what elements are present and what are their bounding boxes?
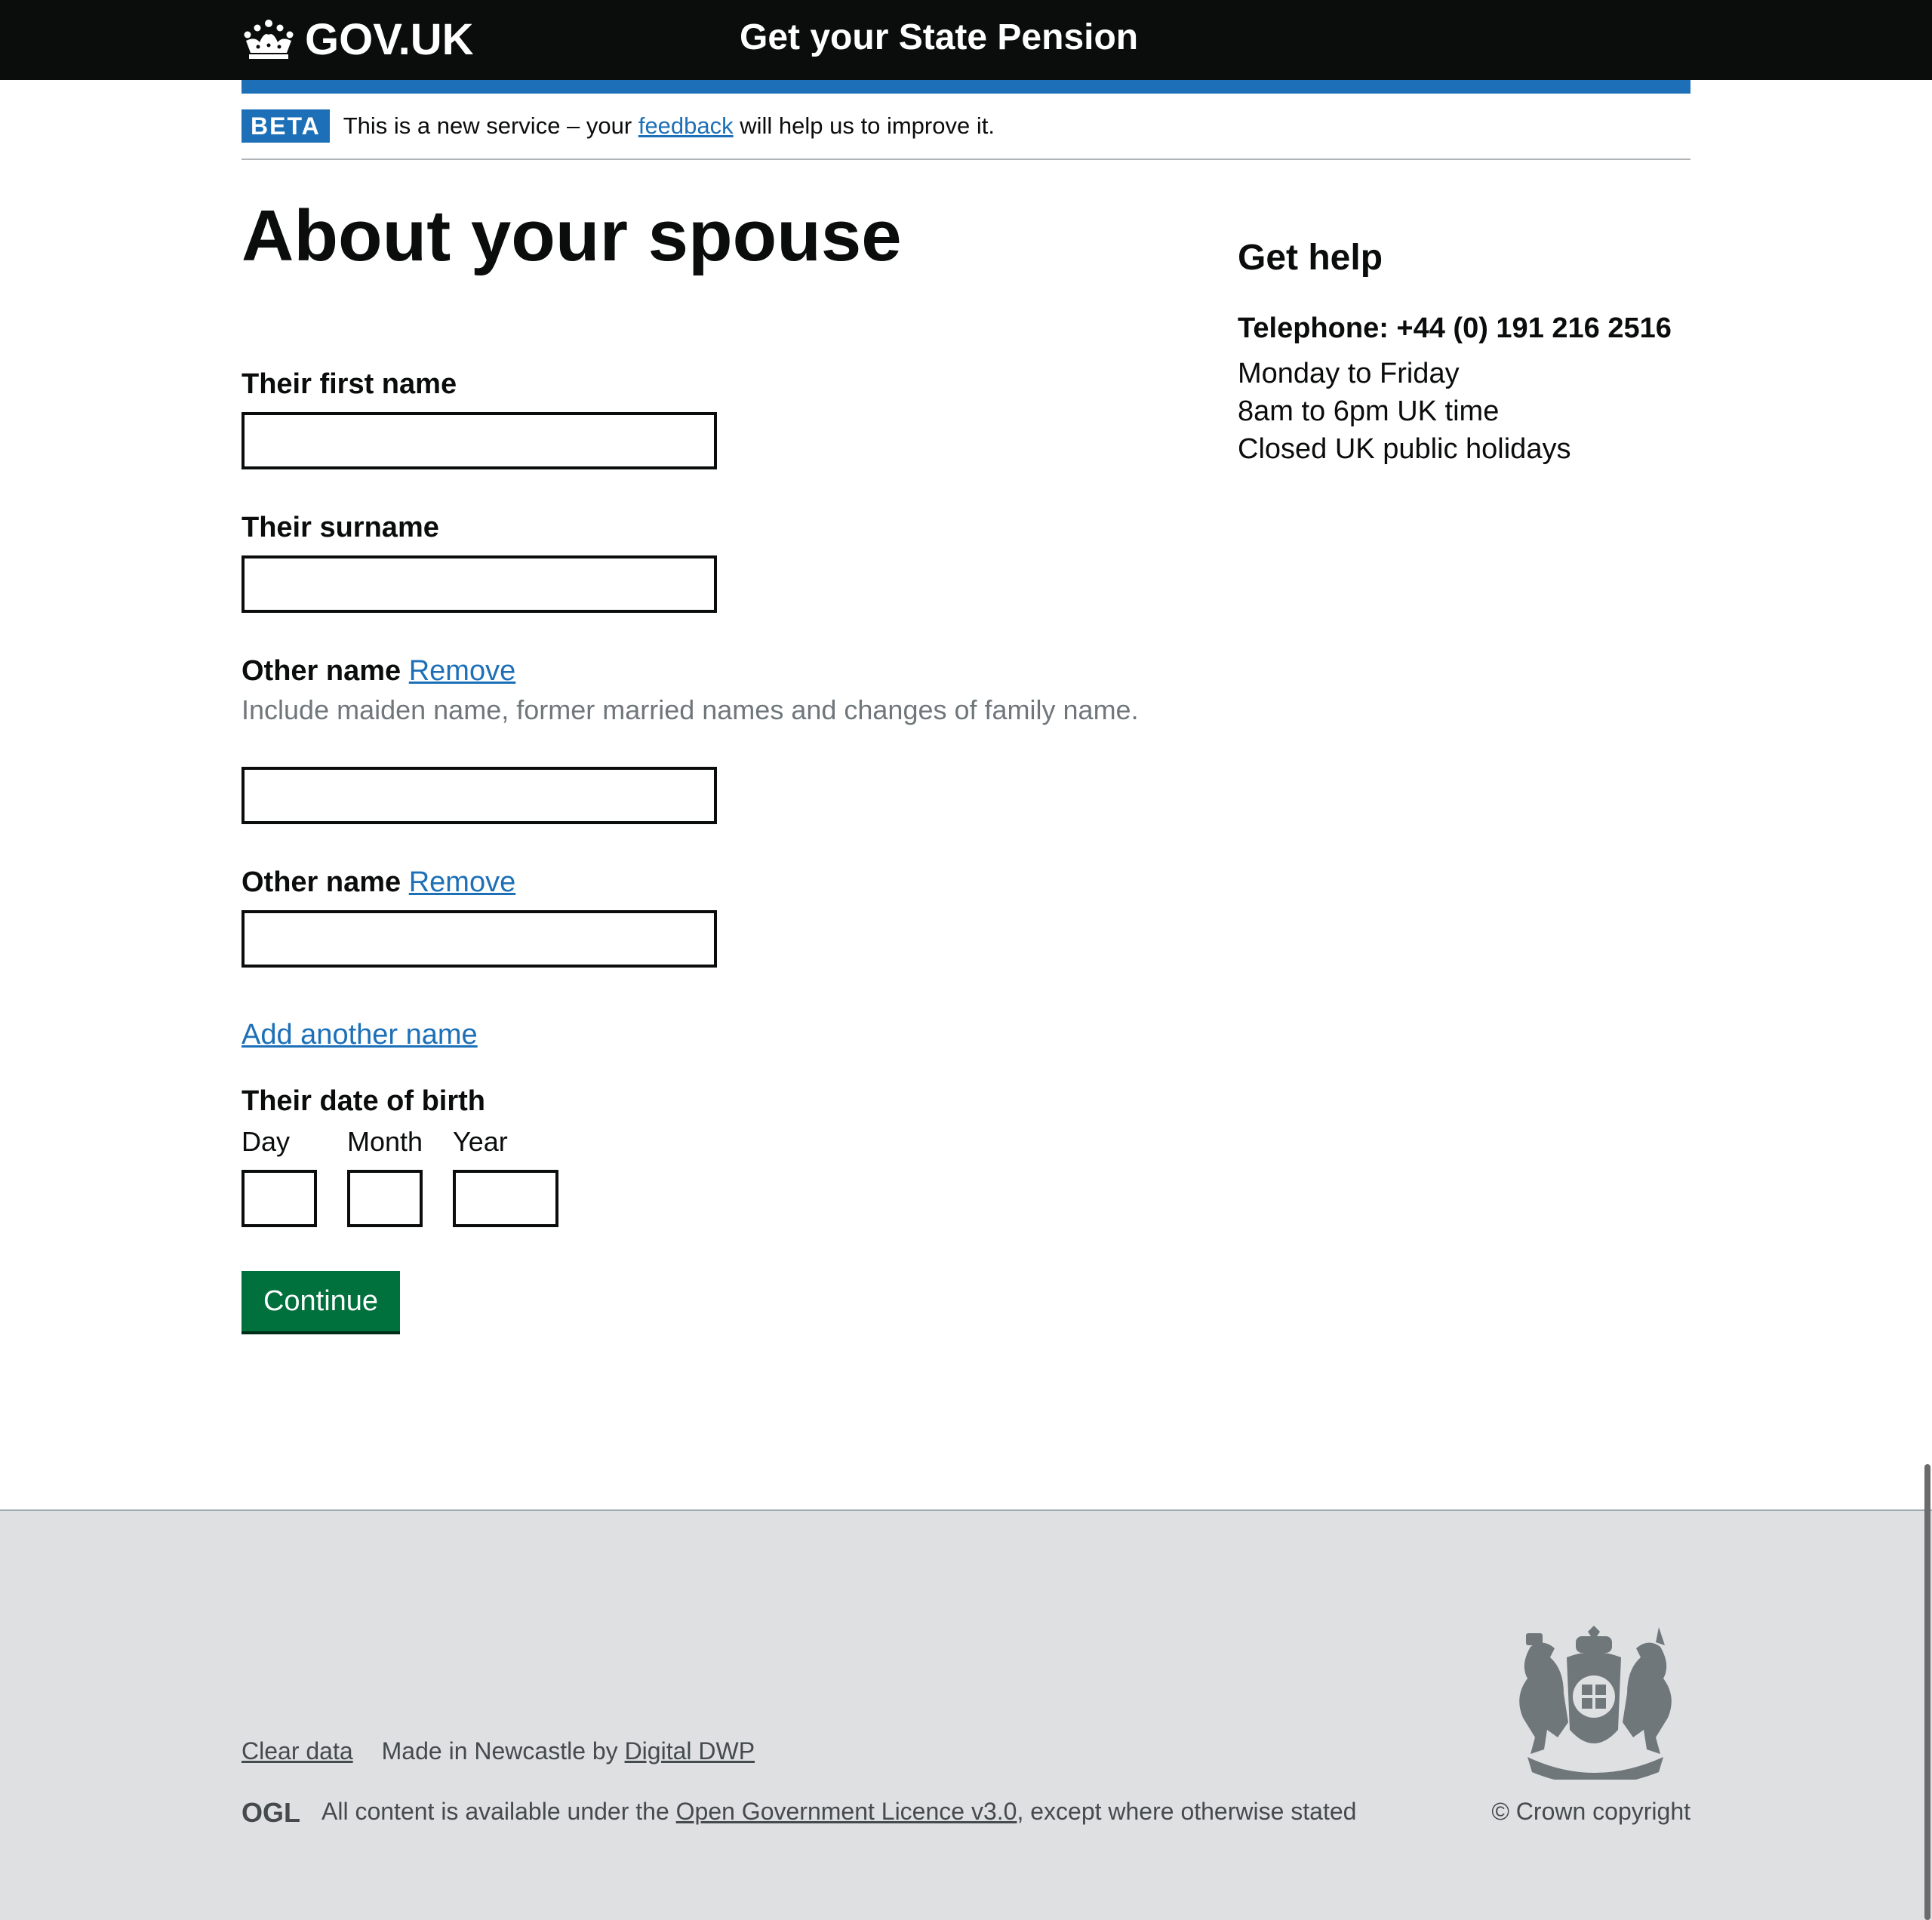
month-label: Month (347, 1126, 423, 1157)
crown-icon (242, 18, 296, 60)
date-of-birth-label: Their date of birth (242, 1085, 485, 1117)
page-scrollbar[interactable] (1923, 0, 1932, 1920)
ogl-icon (242, 1799, 303, 1825)
other-name-label-1 (242, 655, 515, 688)
licence-before: All content is available under the (321, 1798, 676, 1825)
footer-links (242, 1737, 755, 1765)
other-name-label-text: Other name (242, 866, 401, 898)
clear-data-link[interactable]: Clear data (242, 1737, 353, 1765)
phase-text-before: This is a new service – your (343, 112, 638, 139)
month-input[interactable] (347, 1170, 423, 1227)
surname-label: Their surname (242, 512, 439, 543)
service-name-link[interactable]: Get your State Pension (740, 17, 1139, 57)
beta-tag: BETA (242, 109, 330, 143)
other-name-hint: Include maiden name, former married names and changes of family name. (242, 694, 1139, 725)
opening-hours: 8am to 6pm UK time (1238, 395, 1500, 427)
other-name-input-1[interactable] (242, 767, 717, 824)
licence-after: , except where otherwise stated (1017, 1798, 1357, 1825)
open-government-licence-link[interactable]: Open Government Licence v3.0 (675, 1798, 1017, 1825)
other-name-label-2 (242, 866, 515, 899)
logo-text: GOV.UK (305, 14, 474, 64)
scrollbar-thumb[interactable] (1924, 1464, 1930, 1920)
site-header (0, 0, 1932, 80)
made-in-label: Made in Newcastle by (381, 1737, 625, 1765)
digital-dwp-link[interactable]: Digital DWP (624, 1737, 755, 1765)
svg-text:OGL: OGL (242, 1798, 300, 1825)
other-name-label-text: Other name (242, 655, 401, 687)
surname-input[interactable] (242, 555, 717, 613)
royal-crest-icon[interactable] (1500, 1624, 1690, 1780)
day-label: Day (242, 1126, 291, 1157)
phase-banner (242, 94, 1690, 160)
remove-other-name-link-1[interactable]: Remove (408, 655, 516, 687)
phase-banner-text (343, 112, 995, 140)
made-in-text (382, 1737, 755, 1765)
closed-days: Closed UK public holidays (1238, 433, 1571, 465)
continue-button[interactable]: Continue (242, 1271, 400, 1331)
header-blue-bar (242, 80, 1690, 94)
phase-text-after: will help us to improve it. (733, 112, 995, 139)
govuk-logo-link[interactable] (242, 15, 473, 63)
telephone-number: Telephone: +44 (0) 191 216 2516 (1238, 312, 1672, 344)
day-input[interactable] (242, 1170, 317, 1227)
get-help-title: Get help (1238, 238, 1383, 278)
licence-row (242, 1798, 1356, 1826)
site-footer (0, 1509, 1932, 1920)
feedback-link[interactable]: feedback (638, 112, 734, 139)
first-name-label: Their first name (242, 368, 457, 400)
other-name-input-2[interactable] (242, 910, 717, 968)
remove-other-name-link-2[interactable]: Remove (408, 866, 516, 898)
page-title: About your spouse (242, 195, 902, 276)
year-label: Year (453, 1126, 508, 1157)
add-another-name-link[interactable]: Add another name (242, 1019, 478, 1051)
licence-text (321, 1798, 1356, 1826)
crown-copyright[interactable]: © Crown copyright (1491, 1798, 1690, 1825)
header-container (242, 0, 1690, 80)
opening-days: Monday to Friday (1238, 358, 1460, 389)
first-name-input[interactable] (242, 412, 717, 469)
year-input[interactable] (453, 1170, 558, 1227)
